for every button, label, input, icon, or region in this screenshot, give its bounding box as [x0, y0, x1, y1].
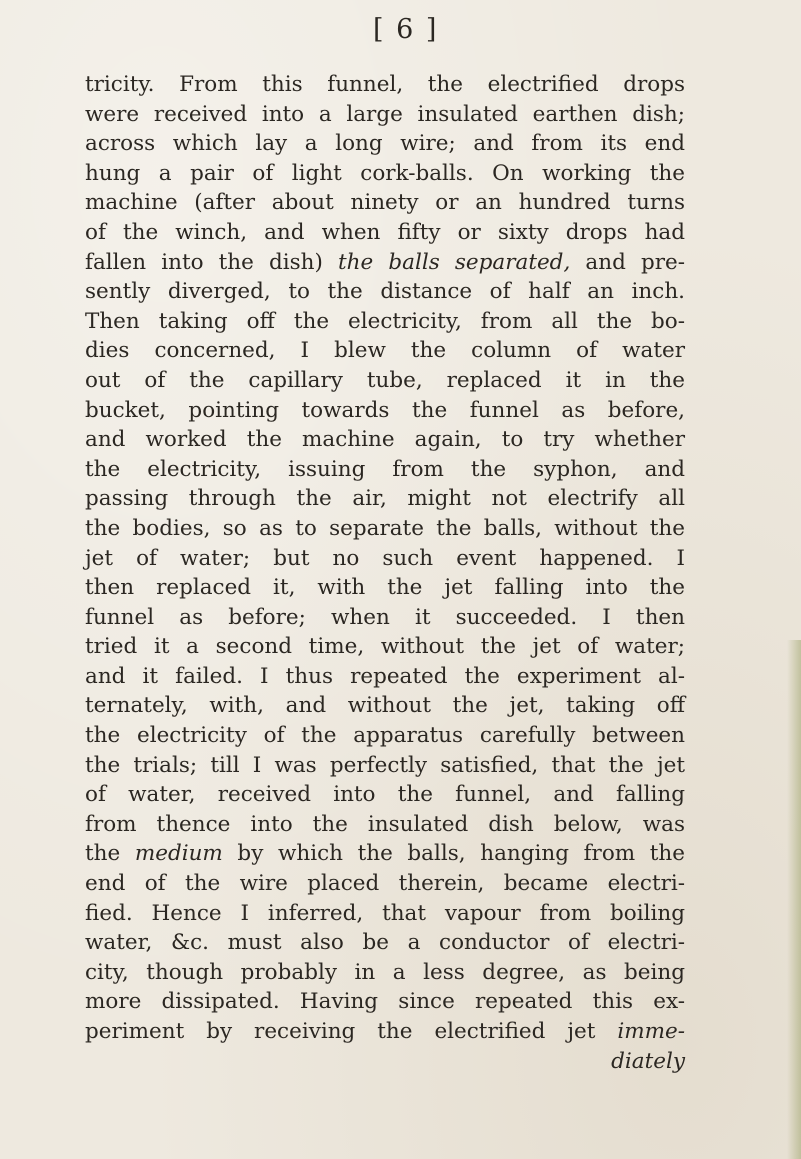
text-line: city, though probably in a less degree, as being: [85, 959, 685, 985]
text-line: funnel as before; when it succeeded. I then: [85, 604, 685, 630]
text-segment: fallen into the dish): [85, 249, 339, 275]
text-segment: by which the balls, hanging from the: [222, 841, 685, 867]
text-segment: the: [85, 841, 135, 867]
italic-segment: medium: [134, 841, 223, 867]
text-line: and worked the machine again, to try whether: [85, 427, 685, 453]
text-line: dies concerned, I blew the column of water: [85, 338, 685, 364]
text-line: of the winch, and when fifty or sixty drops had: [85, 219, 685, 245]
text-line: end of the wire placed therein, became electri-: [85, 871, 685, 897]
text-line: [85, 839, 685, 869]
text-segment: and pre-: [570, 249, 685, 275]
italic-segment: diately: [611, 1048, 685, 1074]
text-line: machine (after about ninety or an hundred turns: [85, 190, 685, 216]
text-line: and it failed. I thus repeated the experiment al-: [85, 663, 685, 689]
text-line: the trials; till I was perfectly satisfied, that the jet: [85, 752, 685, 778]
text-line: fied. Hence I inferred, that vapour from boiling: [85, 900, 685, 926]
italic-segment: imme-: [617, 1019, 685, 1044]
text-segment: periment by receiving the electrified jet: [85, 1019, 618, 1044]
text-line: the electricity, issuing from the syphon, and: [85, 456, 685, 482]
text-line: ternately, with, and without the jet, taking off: [85, 693, 685, 719]
text-line: tried it a second time, without the jet of water;: [85, 634, 685, 660]
page-edge-stain: [787, 640, 801, 1159]
text-line: [85, 248, 685, 278]
body-text: [85, 70, 685, 1076]
text-line: [85, 1017, 685, 1047]
text-line: tricity. From this funnel, the electrified drops: [85, 72, 685, 97]
italic-segment: the balls separated,: [338, 249, 571, 275]
text-line: across which lay a long wire; and from its end: [85, 131, 685, 157]
page-number: [ 6 ]: [373, 14, 439, 45]
text-line: passing through the air, might not electrify all: [85, 486, 685, 512]
text-line: were received into a large insulated earthen dish;: [85, 101, 685, 127]
text-line: of water, received into the funnel, and falling: [85, 782, 685, 808]
text-line: [85, 1047, 685, 1077]
text-line: hung a pair of light cork-balls. On working the: [85, 160, 685, 186]
text-line: more dissipated. Having since repeated this ex-: [85, 989, 685, 1015]
text-line: sently diverged, to the distance of half an inch.: [85, 279, 685, 305]
text-line: the bodies, so as to separate the balls, without the: [85, 515, 685, 541]
text-line: from thence into the insulated dish below, was: [85, 811, 685, 837]
text-line: bucket, pointing towards the funnel as before,: [85, 397, 685, 423]
text-line: then replaced it, with the jet falling into the: [85, 575, 685, 601]
text-line: jet of water; but no such event happened. I: [85, 545, 685, 571]
text-line: Then taking off the electricity, from all the bo-: [85, 308, 685, 334]
text-line: the electricity of the apparatus carefully between: [85, 723, 685, 749]
text-line: out of the capillary tube, replaced it in the: [85, 367, 685, 393]
text-line: water, &c. must also be a conductor of electri-: [85, 930, 685, 956]
